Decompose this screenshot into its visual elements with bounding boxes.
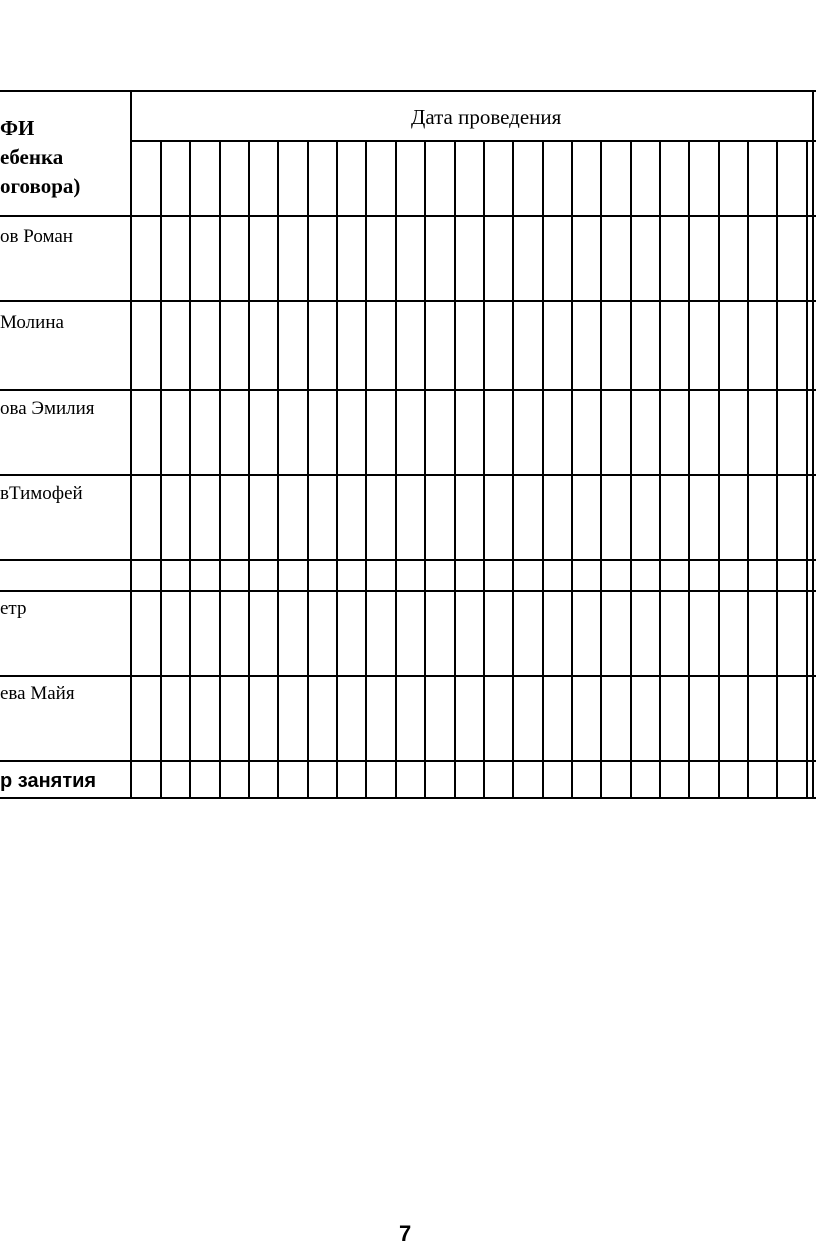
date-column-divider-2 [189, 140, 191, 799]
date-column-divider-10 [424, 140, 426, 799]
date-column-divider-6 [307, 140, 309, 799]
date-header: Дата проведения [411, 105, 562, 129]
row-divider-3 [0, 389, 816, 391]
date-column-divider-13 [512, 140, 514, 799]
row-divider-2 [0, 300, 816, 302]
page-number: 7 [399, 1221, 412, 1246]
table-top-border [0, 90, 816, 92]
student-name-7: ева Майя [0, 683, 75, 704]
table-right-border [812, 90, 814, 799]
date-column-divider-1 [160, 140, 162, 799]
date-column-divider-18 [659, 140, 661, 799]
date-column-divider-11 [454, 140, 456, 799]
date-subheader-divider [130, 140, 816, 142]
row-divider-4 [0, 474, 816, 476]
date-column-divider-17 [630, 140, 632, 799]
student-name-4: вТимофей [0, 483, 83, 504]
name-column-header-line-3: оговора) [0, 174, 81, 198]
date-column-divider-8 [365, 140, 367, 799]
row-divider-1 [0, 215, 816, 217]
name-column-header-line-1: ФИ [0, 116, 35, 140]
student-name-3: ова Эмилия [0, 398, 95, 419]
date-column-divider-15 [571, 140, 573, 799]
row-divider-7 [0, 675, 816, 677]
date-column-divider-19 [688, 140, 690, 799]
date-column-divider-5 [277, 140, 279, 799]
date-column-divider-23 [806, 140, 808, 799]
date-column-divider-22 [776, 140, 778, 799]
table-bottom-border [0, 797, 816, 799]
row-divider-8 [0, 760, 816, 762]
student-name-6: етр [0, 598, 27, 619]
date-column-divider-20 [718, 140, 720, 799]
student-name-2: Молина [0, 312, 64, 333]
date-column-divider-4 [248, 140, 250, 799]
date-column-divider-14 [542, 140, 544, 799]
date-column-divider-12 [483, 140, 485, 799]
row-divider-6 [0, 590, 816, 592]
date-column-divider-7 [336, 140, 338, 799]
date-column-divider-21 [747, 140, 749, 799]
date-column-divider-16 [600, 140, 602, 799]
row-divider-5 [0, 559, 816, 561]
student-name-1: ов Роман [0, 226, 73, 247]
name-column-header-line-2: ебенка [0, 145, 64, 169]
name-column-border [130, 90, 132, 799]
date-column-divider-3 [219, 140, 221, 799]
total-lessons-label: р занятия [0, 770, 97, 792]
date-column-divider-9 [395, 140, 397, 799]
